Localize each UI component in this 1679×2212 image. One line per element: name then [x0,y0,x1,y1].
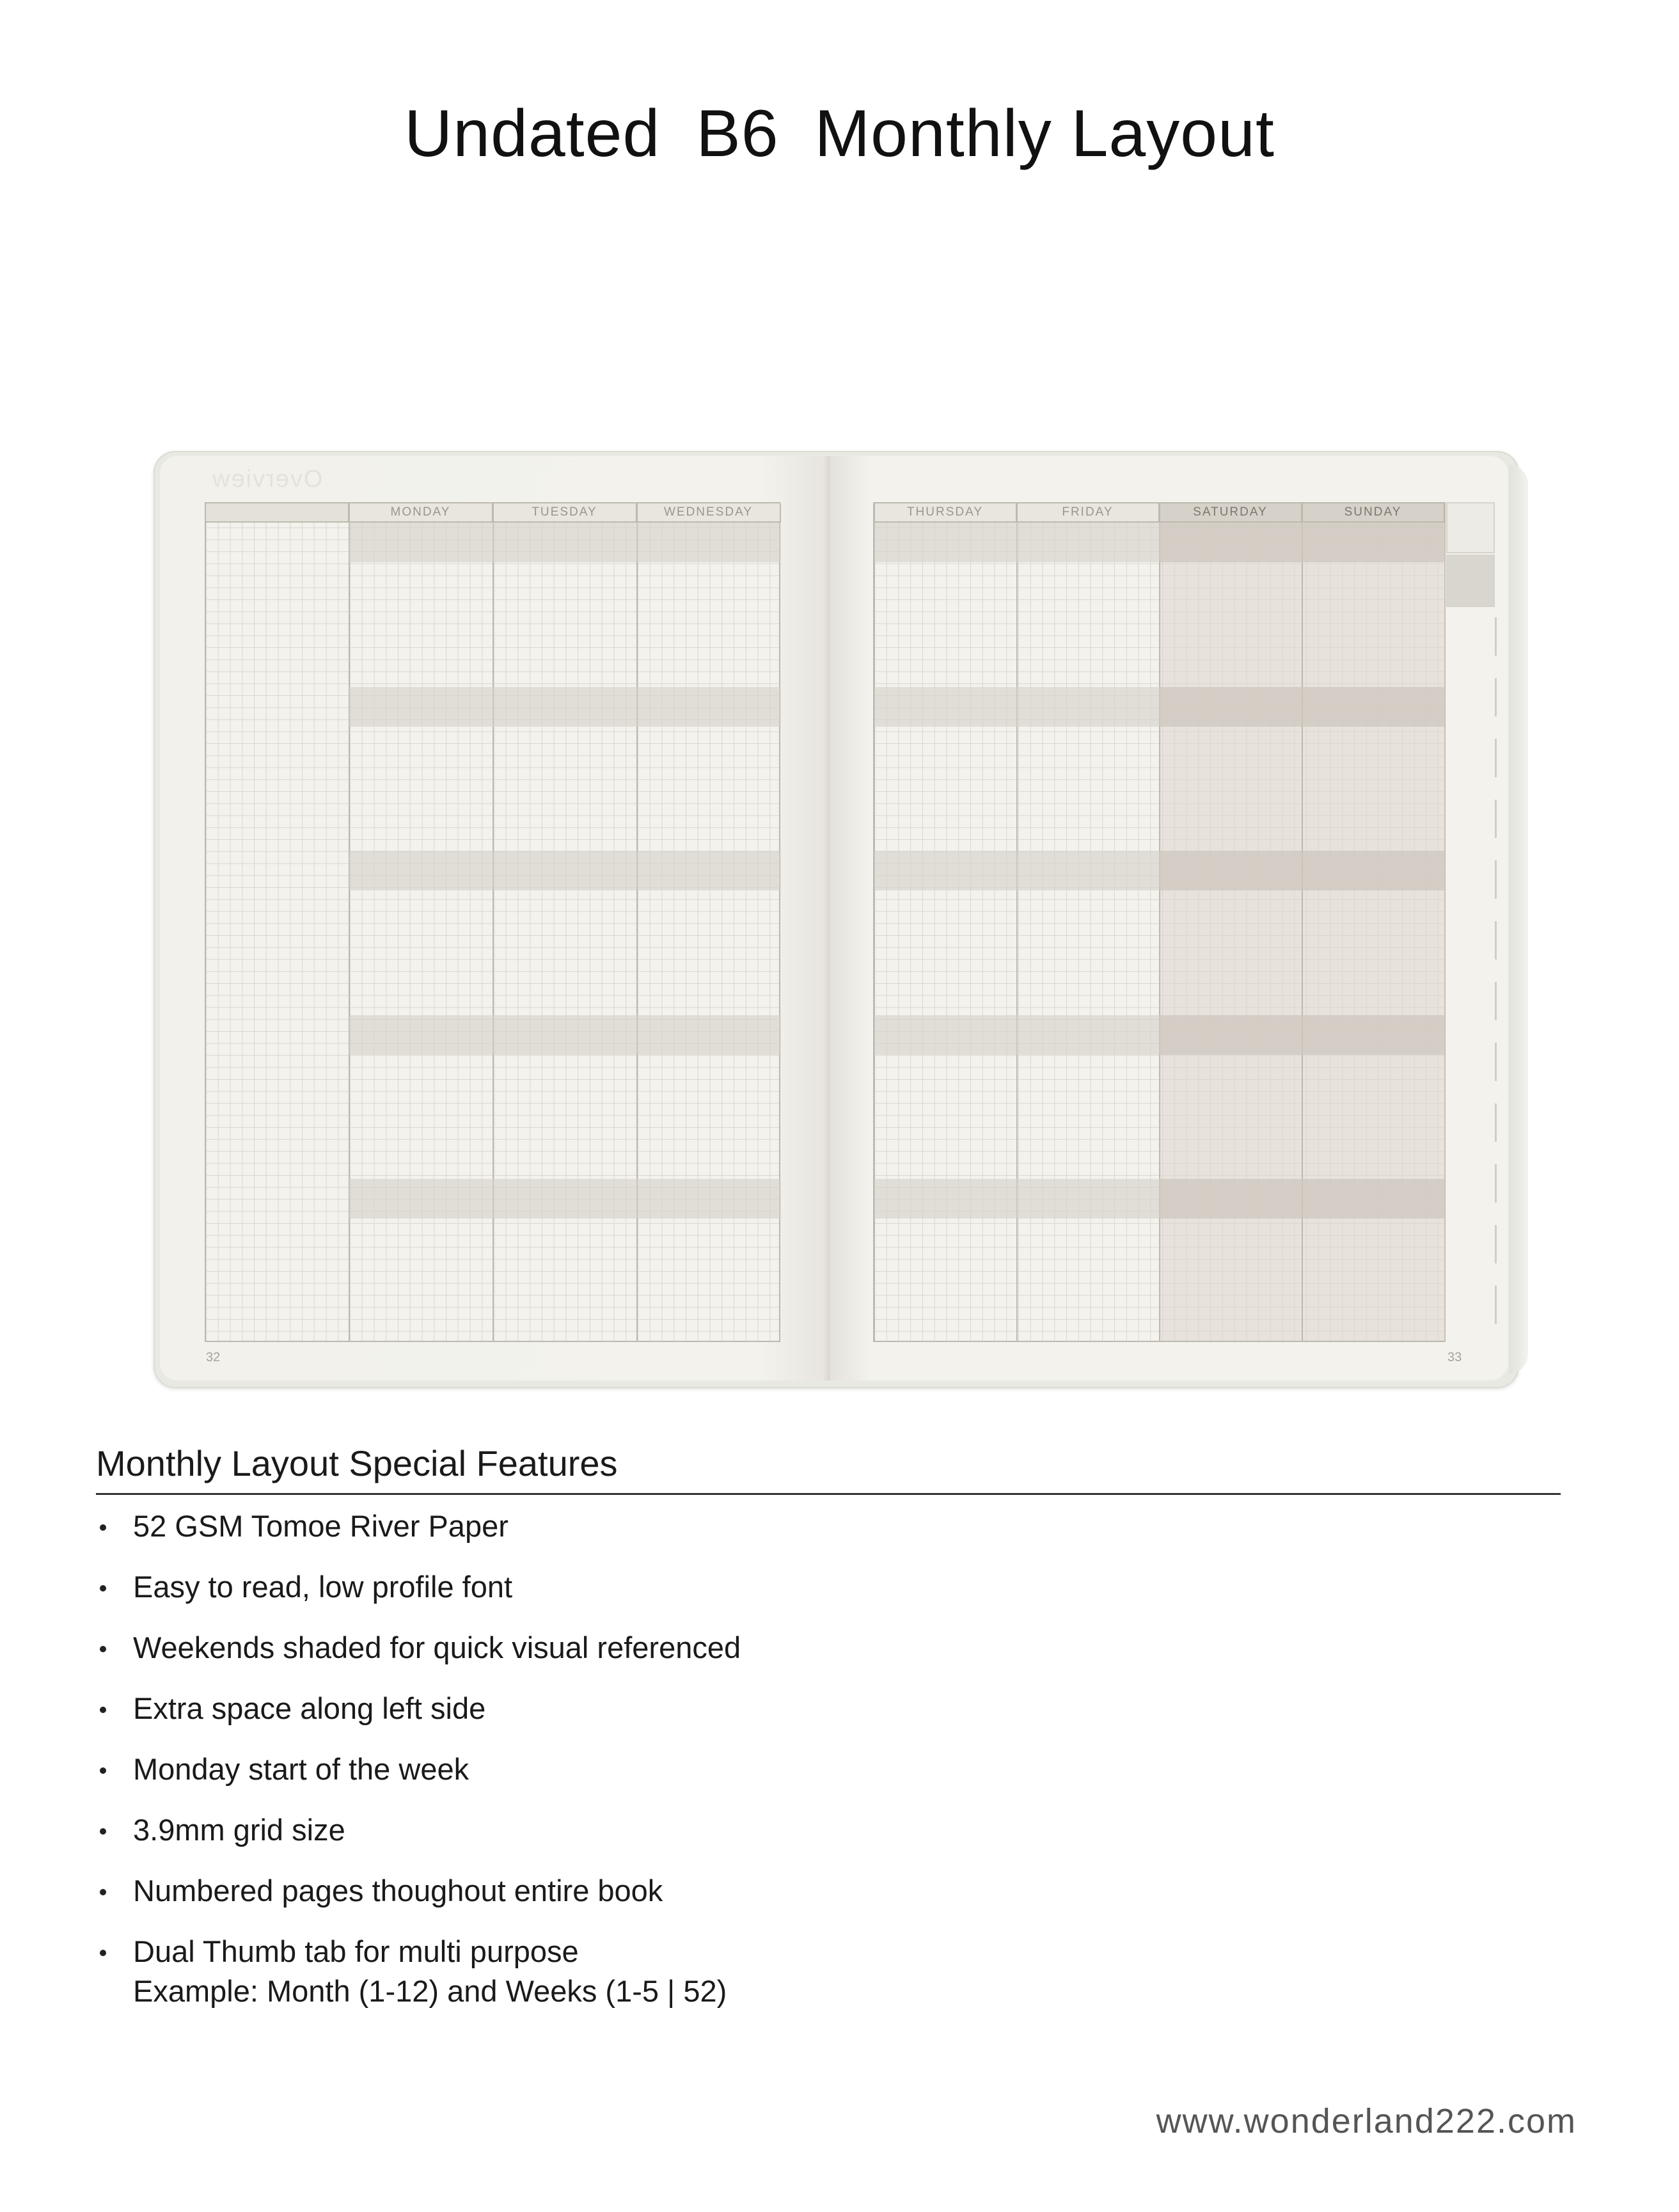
left-page [160,456,828,1380]
date-band [637,687,781,727]
date-band [874,1015,1017,1055]
date-band [637,851,781,890]
tab-edge-mark [1495,800,1497,838]
feature-item [96,1750,741,1789]
date-band [493,687,637,727]
page-edges [1509,465,1528,1373]
day-header: WEDNESDAY [637,503,781,523]
feature-item [96,1628,741,1668]
date-band [1017,523,1160,562]
date-band [349,1015,493,1055]
feature-item [96,1810,741,1850]
feature-example-text: Example: Month (1-12) and Weeks (1-5 | 52) [133,1974,727,2008]
feature-text: Numbered pages thoughout entire book [133,1874,663,1908]
date-band [1160,1015,1302,1055]
tab-edge-mark [1495,982,1497,1020]
tab-edge-mark [1495,921,1497,960]
feature-text: Weekends shaded for quick visual referenced [133,1631,741,1664]
date-band [874,851,1017,890]
tab-edge-mark [1495,1103,1497,1142]
features-heading: Monthly Layout Special Features [96,1443,618,1483]
date-band [349,687,493,727]
notes-column-header [206,503,349,523]
feature-item [96,1567,741,1607]
date-band [874,1179,1017,1219]
tab-edge-mark [1495,739,1497,777]
date-band [874,687,1017,727]
date-band [874,523,1017,562]
feature-text: 3.9mm grid size [133,1813,345,1847]
date-band [493,523,637,562]
date-band [349,523,493,562]
date-band [1160,687,1302,727]
page-title [0,96,1679,172]
thumb-tab [1446,555,1495,607]
feature-text: Easy to read, low profile font [133,1570,513,1604]
right-page [830,456,1508,1380]
feature-text: 52 GSM Tomoe River Paper [133,1509,508,1543]
date-band [1302,851,1445,890]
date-band [1302,1015,1445,1055]
date-band [349,851,493,890]
date-band [1017,851,1160,890]
date-band [1160,523,1302,562]
date-band [637,1015,781,1055]
tab-edge-mark [1495,617,1497,656]
feature-item [96,1932,741,2011]
date-band [1017,1015,1160,1055]
tab-edge-mark [1495,1286,1497,1324]
feature-item [96,1871,741,1911]
day-header: SUNDAY [1302,503,1445,523]
date-band [493,851,637,890]
features-list [96,1506,741,2032]
date-band [1017,687,1160,727]
tab-edge-mark [1495,1225,1497,1263]
tab-edge-mark [1495,678,1497,716]
title-word-layout: Monthly Layout [814,97,1275,171]
feature-item [96,1689,741,1728]
left-grid [205,502,780,1342]
page-number-right: 33 [1447,1350,1462,1364]
day-header: MONDAY [349,503,493,523]
thumb-tab [1446,502,1495,553]
show-through-text: Overview [211,466,323,493]
day-header: THURSDAY [874,503,1017,523]
tab-edge-mark [1495,1043,1497,1081]
date-band [1160,851,1302,890]
feature-text: Dual Thumb tab for multi purpose [133,1934,579,1968]
page-number-left: 32 [206,1350,221,1364]
day-header: FRIDAY [1017,503,1160,523]
title-word-b6: B6 [696,97,779,171]
title-word-undated: Undated [404,97,661,171]
date-band [1160,1179,1302,1219]
features-divider [96,1493,1561,1495]
right-grid [873,502,1446,1342]
feature-item [96,1506,741,1546]
thumb-tabs [1446,502,1497,1347]
day-header: TUESDAY [493,503,637,523]
tab-edge-mark [1495,1164,1497,1203]
date-band [637,1179,781,1219]
feature-text: Extra space along left side [133,1691,486,1725]
date-band [1017,1179,1160,1219]
feature-text: Monday start of the week [133,1752,469,1786]
date-band [637,523,781,562]
date-band [1302,1179,1445,1219]
date-band [349,1179,493,1219]
website-url: www.wonderland222.com [1156,2102,1577,2140]
date-band [1302,523,1445,562]
tab-edge-mark [1495,860,1497,899]
date-band [493,1179,637,1219]
date-band [493,1015,637,1055]
planner-spread-image [154,451,1519,1388]
day-header: SATURDAY [1160,503,1302,523]
date-band [1302,687,1445,727]
